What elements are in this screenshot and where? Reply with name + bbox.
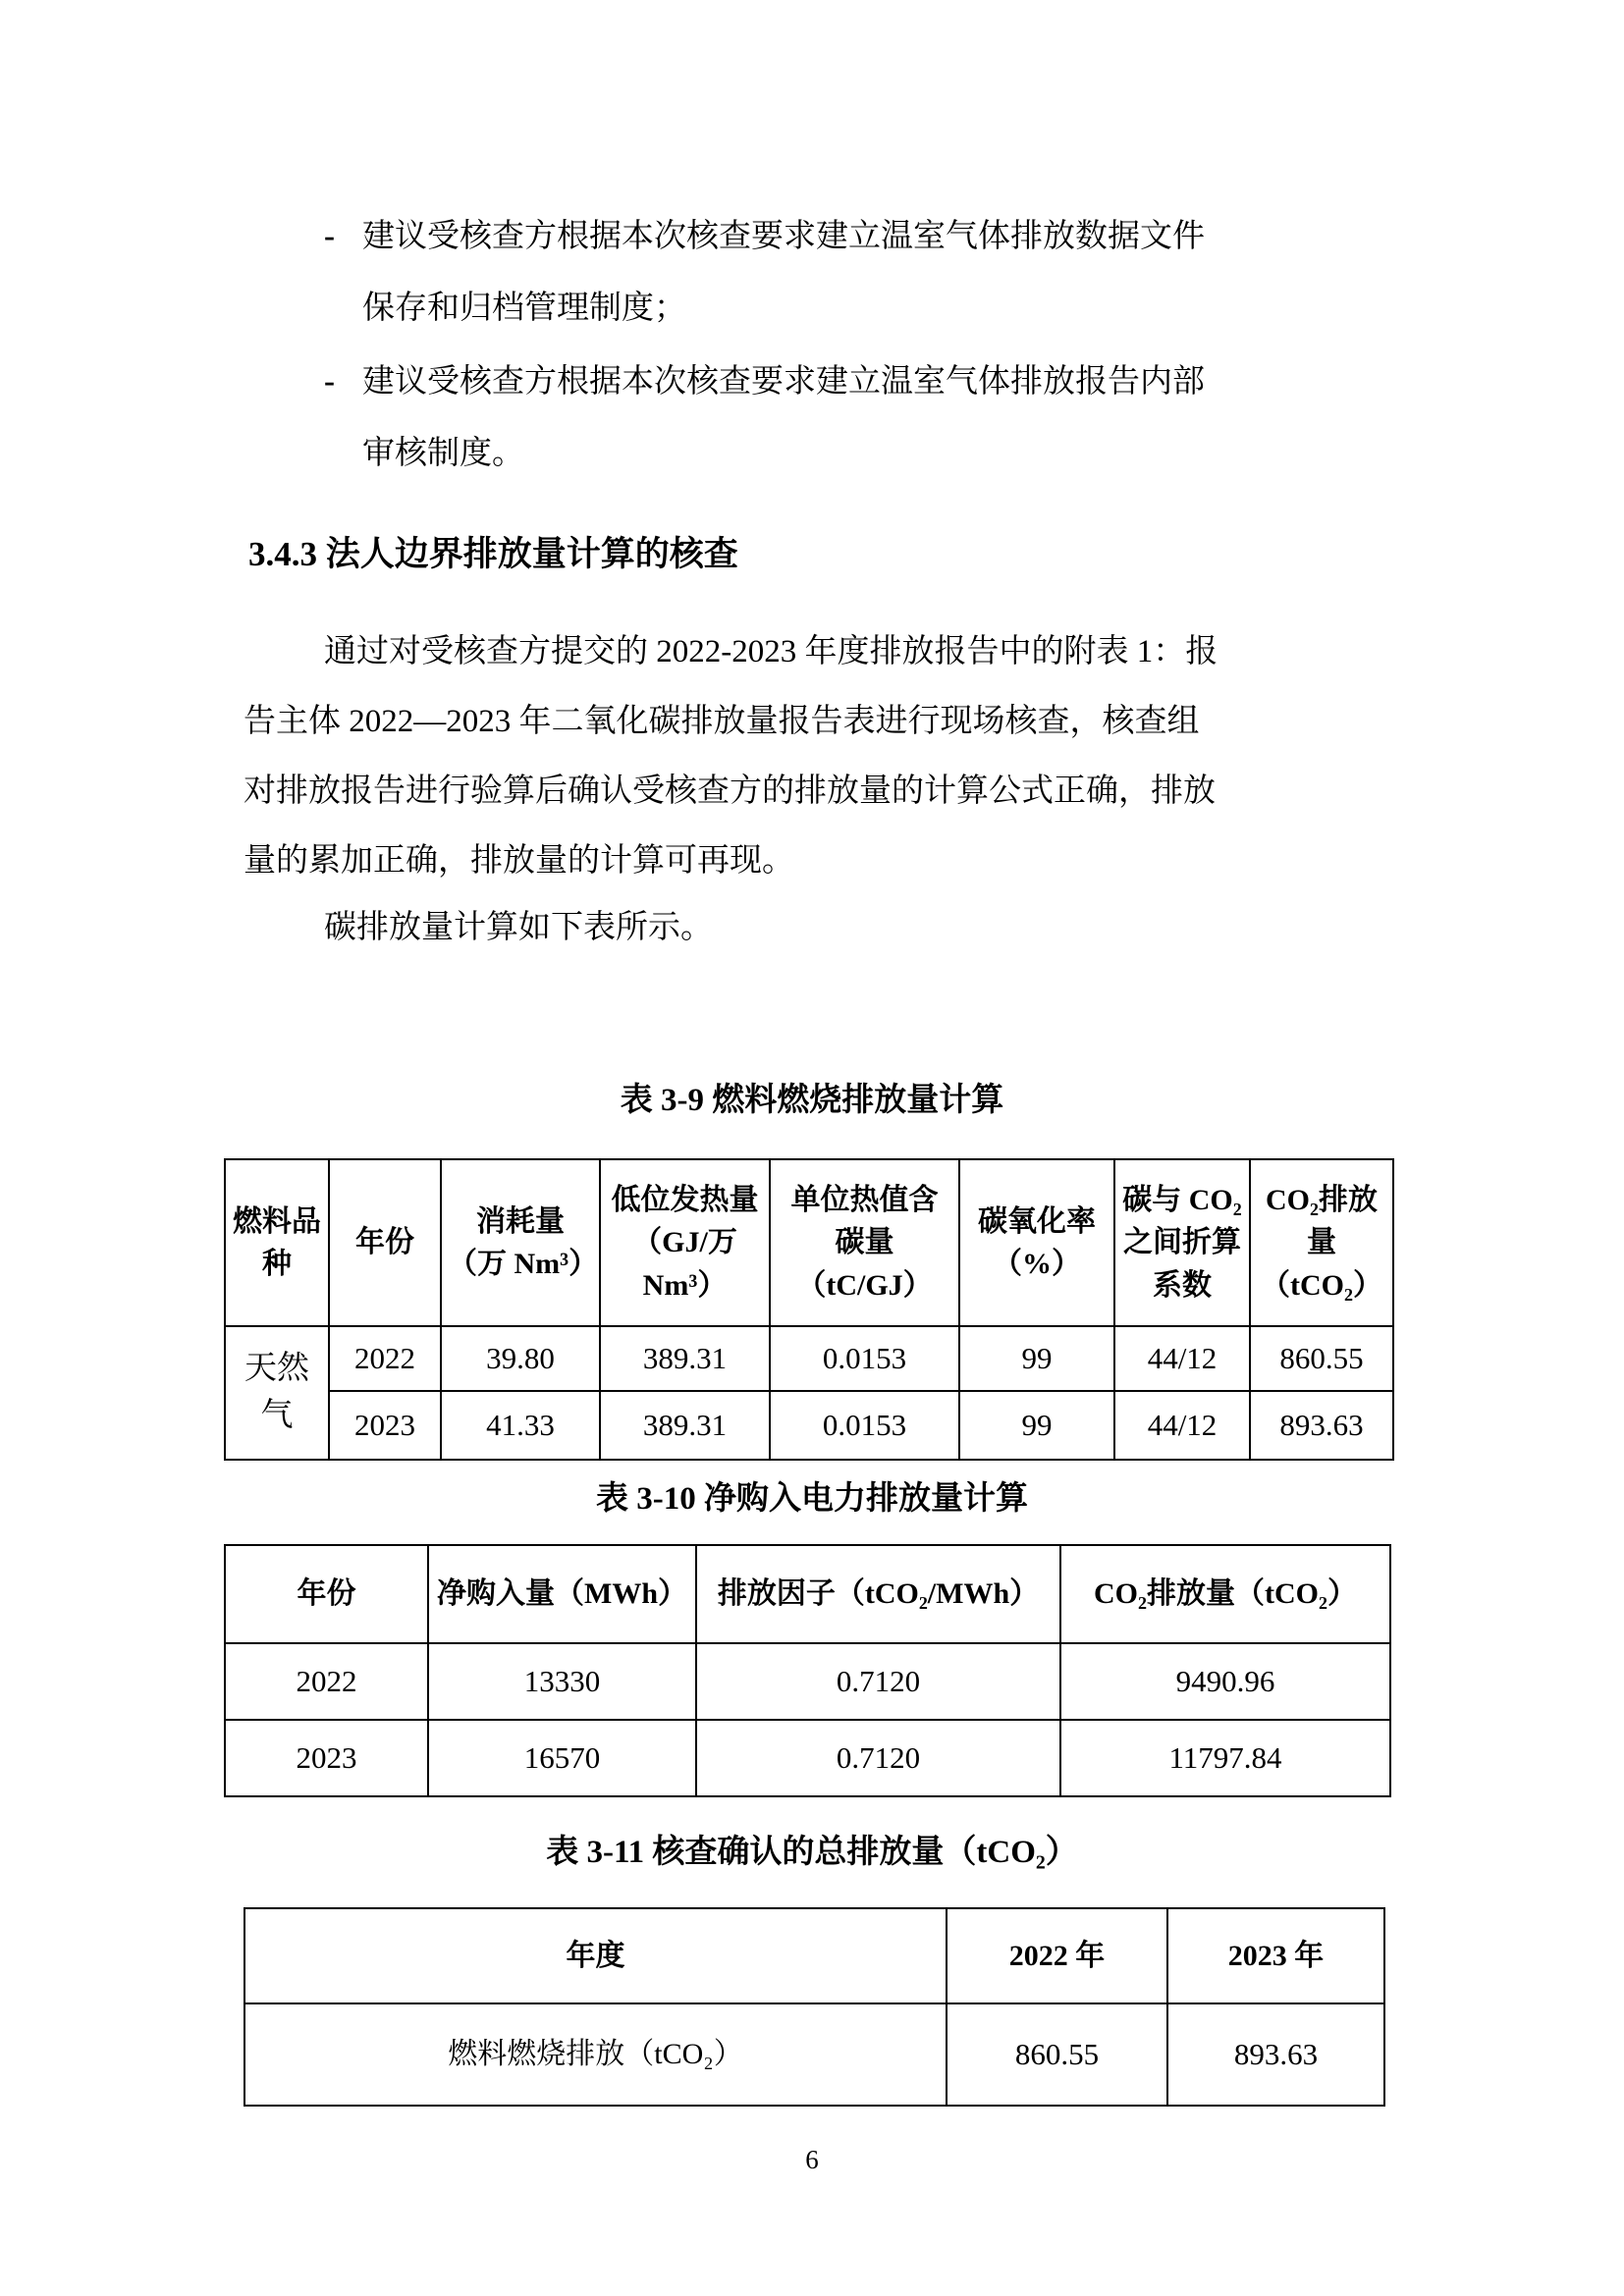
- table-cell: 0.7120: [696, 1643, 1060, 1720]
- table-cell: 44/12: [1114, 1391, 1250, 1460]
- body-paragraph: [244, 617, 1402, 896]
- column-header: 净购入量（MWh）: [428, 1545, 696, 1643]
- table-cell: 389.31: [600, 1391, 770, 1460]
- text-line: 量的累加正确，排放量的计算可再现。: [244, 843, 794, 879]
- table-cell: 41.33: [441, 1391, 600, 1460]
- table-cell: 389.31: [600, 1326, 770, 1391]
- text-line: 建议受核查方根据本次核查要求建立温室气体排放报告内部: [362, 364, 1205, 400]
- table-cell: 99: [959, 1326, 1114, 1391]
- table-row: [225, 1326, 1393, 1391]
- bullet-marker: -: [324, 364, 335, 400]
- note-line: 碳排放量计算如下表所示。: [324, 910, 713, 945]
- column-header: 燃料品种: [225, 1159, 329, 1326]
- column-header: 单位热值含碳量（tC/GJ）: [770, 1159, 959, 1326]
- table-3-11: [244, 1907, 1385, 2107]
- table-3-11-title: 表 3-11 核查确认的总排放量（tCO₂）: [546, 1835, 1078, 1870]
- column-header: 年份: [329, 1159, 441, 1326]
- column-header: 2022 年: [947, 1908, 1167, 2003]
- table-header-row: [225, 1545, 1390, 1643]
- table-cell: 0.7120: [696, 1720, 1060, 1796]
- table-cell: 0.0153: [770, 1326, 959, 1391]
- table-cell: 860.55: [1250, 1326, 1393, 1391]
- table-cell: 2022: [329, 1326, 441, 1391]
- column-header: 低位发热量（GJ/万 Nm³）: [600, 1159, 770, 1326]
- bullet-item-2: [324, 347, 1205, 490]
- bullet-text: [362, 347, 1205, 490]
- table-cell: 2023: [225, 1720, 428, 1796]
- table-cell: 13330: [428, 1643, 696, 1720]
- table-cell: 860.55: [947, 2003, 1167, 2106]
- table-3-9: [224, 1158, 1394, 1461]
- column-header: 2023 年: [1167, 1908, 1384, 2003]
- table-header-row: [225, 1159, 1393, 1326]
- table-cell: 2022: [225, 1643, 428, 1720]
- bullet-text: [362, 201, 1205, 345]
- table-cell: 893.63: [1250, 1391, 1393, 1460]
- table-3-10-title: 表 3-10 净购入电力排放量计算: [596, 1481, 1028, 1517]
- column-header: 排放因子（tCO₂/MWh）: [696, 1545, 1060, 1643]
- column-header: CO₂排放量（tCO₂）: [1060, 1545, 1390, 1643]
- column-header: 消耗量（万 Nm³）: [441, 1159, 600, 1326]
- table-row: [225, 1391, 1393, 1460]
- text-line: 对排放报告进行验算后确认受核查方的排放量的计算公式正确，排放: [244, 774, 1216, 809]
- column-header: 碳氧化率（%）: [959, 1159, 1114, 1326]
- table-cell: 0.0153: [770, 1391, 959, 1460]
- table-cell: 39.80: [441, 1326, 600, 1391]
- column-header: 年份: [225, 1545, 428, 1643]
- table-cell: 2023: [329, 1391, 441, 1460]
- fuel-type-cell: 天然气: [225, 1326, 329, 1460]
- bullet-marker: -: [324, 219, 335, 254]
- table-row: [244, 2003, 1384, 2106]
- table-cell: 16570: [428, 1720, 696, 1796]
- table-cell: 44/12: [1114, 1326, 1250, 1391]
- text-line: 审核制度。: [362, 436, 524, 471]
- column-header: 碳与 CO₂之间折算系数: [1114, 1159, 1250, 1326]
- section-heading: 3.4.3 法人边界排放量计算的核查: [248, 535, 738, 573]
- table-cell: 893.63: [1167, 2003, 1384, 2106]
- table-cell: 9490.96: [1060, 1643, 1390, 1720]
- table-3-10: [224, 1544, 1391, 1797]
- table-row: [225, 1643, 1390, 1720]
- column-header: 年度: [244, 1908, 947, 2003]
- text-line: 告主体 2022—2023 年二氧化碳排放量报告表进行现场核查，核查组: [244, 704, 1200, 739]
- table-cell: 燃料燃烧排放（tCO₂）: [244, 2003, 947, 2106]
- column-header: CO₂排放量（tCO₂）: [1250, 1159, 1393, 1326]
- table-3-9-title: 表 3-9 燃料燃烧排放量计算: [620, 1083, 1004, 1118]
- text-line: 建议受核查方根据本次核查要求建立温室气体排放数据文件: [362, 219, 1205, 254]
- table-cell: 11797.84: [1060, 1720, 1390, 1796]
- text-line: 通过对受核查方提交的 2022-2023 年度排放报告中的附表 1：报: [324, 634, 1218, 669]
- bullet-item-1: [324, 201, 1205, 345]
- text-line: 保存和归档管理制度；: [362, 291, 686, 326]
- table-row: [225, 1720, 1390, 1796]
- page-number: 6: [805, 2145, 819, 2174]
- table-header-row: [244, 1908, 1384, 2003]
- table-cell: 99: [959, 1391, 1114, 1460]
